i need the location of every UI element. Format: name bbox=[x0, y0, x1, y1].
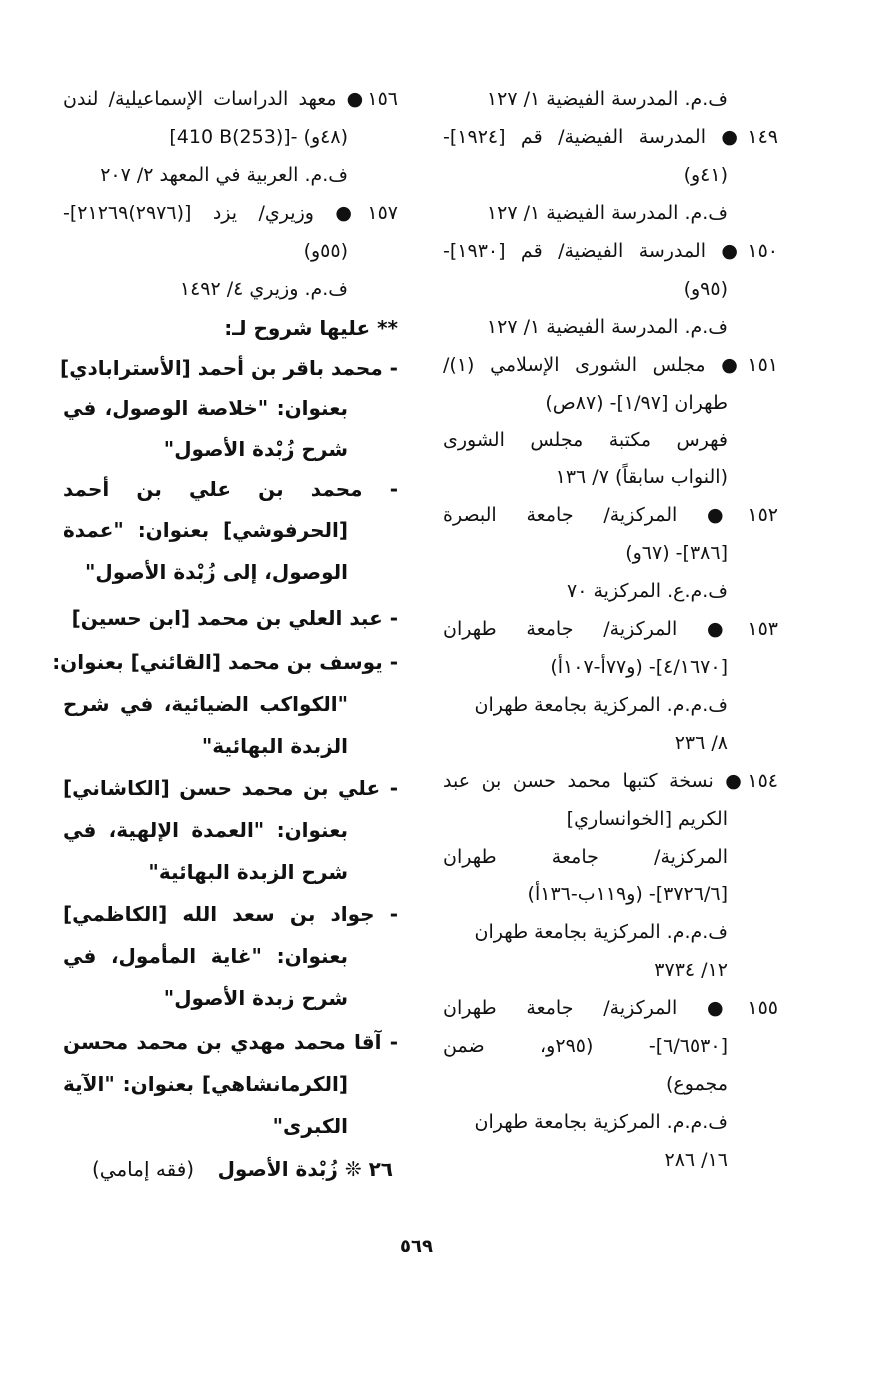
catalog-line: ف.م.ع. المركزية ٧٠ bbox=[567, 580, 728, 602]
catalog-line: ١٢/ ٣٧٣٤ bbox=[654, 959, 728, 981]
catalog-entry-149: ١٤٩● المدرسة الفيضية/ قم [١٩٢٤]- bbox=[443, 126, 778, 148]
catalog-line: (٥٥و) bbox=[303, 240, 348, 262]
catalog-line: ف.م.م. المركزية بجامعة طهران bbox=[474, 694, 728, 716]
entry-26-category: (فقه إمامي) bbox=[92, 1157, 195, 1181]
commentary-line: بعنوان: "العمدة الإلهية، في bbox=[63, 818, 348, 842]
commentary-line: الكبرى" bbox=[272, 1114, 348, 1138]
catalog-entry-156: ١٥٦● معهد الدراسات الإسماعيلية/ لندن bbox=[63, 88, 398, 110]
commentary-line: - جواد بن سعد الله [الكاظمي] bbox=[63, 902, 398, 926]
commentary-line: - يوسف بن محمد [القائني] بعنوان: bbox=[52, 650, 398, 674]
catalog-line: ف.م. العربية في المعهد ٢/ ٢٠٧ bbox=[100, 164, 348, 186]
catalog-line: ف.م. وزيري ٤/ ١٤٩٢ bbox=[179, 278, 348, 300]
catalog-line: [٣٨٦]- (٦٧و) bbox=[625, 542, 728, 564]
catalog-entry-152: ١٥٢● المركزية/ جامعة البصرة bbox=[443, 504, 778, 526]
catalog-entry-155: ١٥٥● المركزية/ جامعة طهران bbox=[443, 997, 778, 1019]
commentary-line: الزبدة البهائية" bbox=[201, 734, 348, 758]
catalog-line: فهرس مكتبة مجلس الشورى bbox=[443, 429, 728, 451]
commentary-line: - محمد بن علي بن أحمد bbox=[63, 477, 398, 501]
catalog-line: ف.م.م. المركزية بجامعة طهران bbox=[474, 921, 728, 943]
catalog-line: [٣٧٢٦/٦]- (و١١٩ب-١٣٦أ) bbox=[527, 883, 728, 905]
catalog-line: الكريم [الخوانساري] bbox=[566, 808, 728, 830]
commentary-line: [الحرفوشي] بعنوان: "عمدة bbox=[63, 518, 348, 542]
catalog-entry-154: ١٥٤● نسخة كتبها محمد حسن بن عبد bbox=[443, 770, 778, 792]
catalog-line: [٤/١٦٧٠]- (و٧٧أ-١٠٧أ) bbox=[550, 656, 728, 678]
catalog-line: (النواب سابقاً) ٧/ ١٣٦ bbox=[555, 466, 728, 488]
commentary-line: شرح الزبدة البهائية" bbox=[148, 860, 348, 884]
catalog-line: طهران [١/٩٧]- (٨٧ص) bbox=[545, 392, 728, 414]
catalog-entry-150: ١٥٠● المدرسة الفيضية/ قم [١٩٣٠]- bbox=[443, 240, 778, 262]
commentary-line: شرح زبدة الأصول" bbox=[163, 986, 348, 1010]
commentaries-heading: ** عليها شروح لـ: bbox=[224, 316, 398, 340]
commentary-line: [الكرمانشاهي] بعنوان: "الآية bbox=[63, 1072, 348, 1096]
catalog-line: ف.م. المدرسة الفيضية ١/ ١٢٧ bbox=[486, 88, 728, 110]
commentary-line: - محمد باقر بن أحمد [الأسترابادي] bbox=[60, 356, 398, 380]
catalog-line: المركزية/ جامعة طهران bbox=[443, 846, 728, 868]
catalog-entry-153: ١٥٣● المركزية/ جامعة طهران bbox=[443, 618, 778, 640]
catalog-line: ١٦/ ٢٨٦ bbox=[664, 1149, 728, 1171]
catalog-line: ٨/ ٢٣٦ bbox=[674, 732, 728, 754]
commentary-line: شرح زُبْدة الأصول" bbox=[163, 437, 348, 461]
commentary-line: - علي بن محمد حسن [الكاشاني] bbox=[63, 776, 398, 800]
catalog-entry-151: ١٥١● مجلس الشورى الإسلامي (١)/ bbox=[443, 354, 778, 376]
catalog-line: [410 B(253)]- (٤٨و) bbox=[169, 126, 348, 148]
catalog-line: ف.م.م. المركزية بجامعة طهران bbox=[474, 1111, 728, 1133]
commentary-line: بعنوان: "خلاصة الوصول، في bbox=[63, 396, 348, 420]
catalog-line: مجموع) bbox=[666, 1073, 728, 1095]
commentary-line: بعنوان: "غاية المأمول، في bbox=[63, 944, 348, 968]
catalog-line: (٤١و) bbox=[683, 164, 728, 186]
entry-26-title: ٢٦ ❊ زُبْدة الأصول bbox=[217, 1157, 393, 1181]
catalog-line: [٦/٦٥٣٠]- (٢٩٥و، ضمن bbox=[443, 1035, 728, 1057]
commentary-line: - آقا محمد مهدي بن محمد محسن bbox=[63, 1030, 398, 1054]
catalog-entry-157: ١٥٧● وزيري/ يزد [(٢٩٧٦)٢١٢٦٩]- bbox=[63, 202, 398, 224]
catalog-line: (٩٥و) bbox=[683, 278, 728, 300]
catalog-line: ف.م. المدرسة الفيضية ١/ ١٢٧ bbox=[486, 202, 728, 224]
catalog-line: ف.م. المدرسة الفيضية ١/ ١٢٧ bbox=[486, 316, 728, 338]
page-number: ٥٦٩ bbox=[400, 1236, 433, 1257]
commentary-line: - عبد العلي بن محمد [ابن حسين] bbox=[71, 606, 398, 630]
commentary-line: "الكواكب الضيائية، في شرح bbox=[63, 692, 348, 716]
commentary-line: الوصول، إلى زُبْدة الأصول" bbox=[85, 560, 348, 584]
